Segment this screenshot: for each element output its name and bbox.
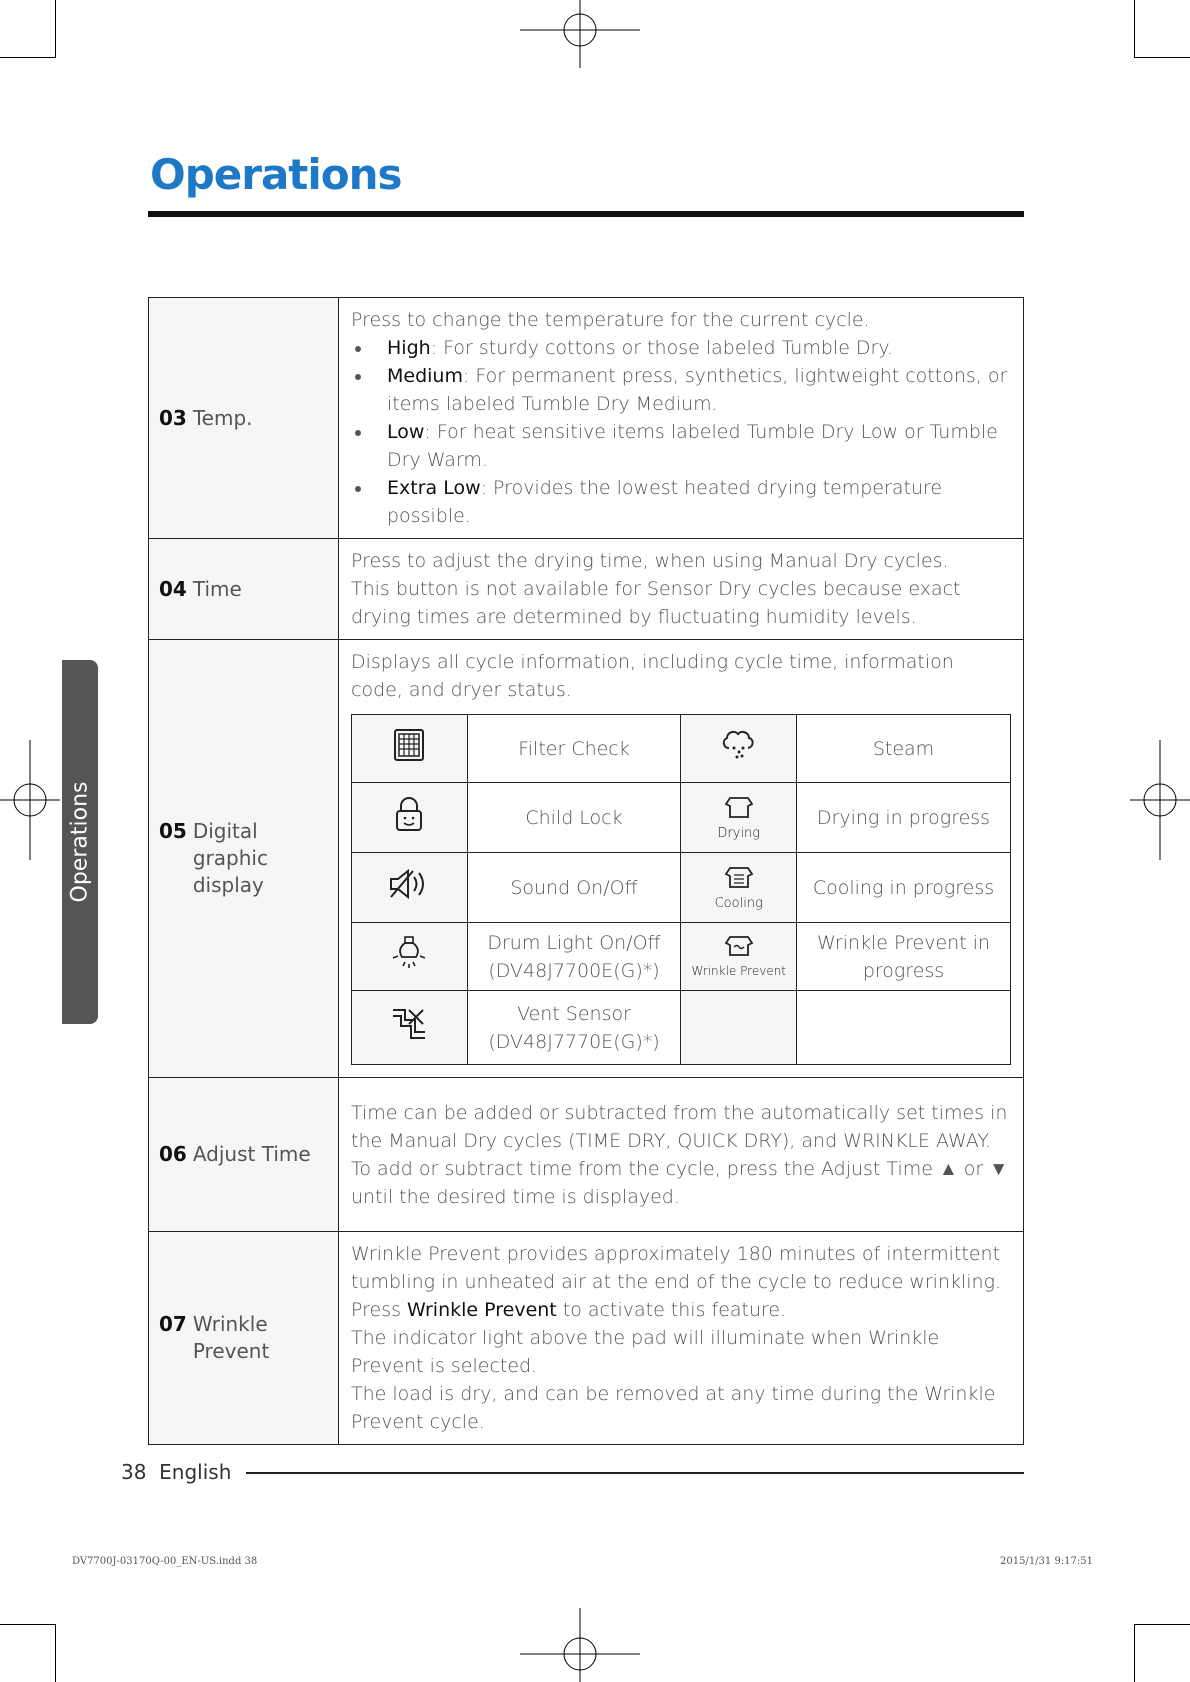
table-row	[149, 539, 1024, 640]
row-description	[339, 539, 1024, 640]
row-line: This button is not available for Sensor Dry cycles because exact drying times are determined by fluctuating humidity levels.	[351, 578, 961, 628]
table-row	[352, 923, 1011, 991]
registration-mark-left	[0, 740, 60, 860]
row-label-text: Adjust Time	[192, 1142, 311, 1166]
row-line: Press Wrinkle Prevent to activate this feature.	[351, 1299, 787, 1321]
row-label-text: Digital graphic display	[192, 819, 268, 897]
table-row	[149, 640, 1024, 1078]
crop-mark	[0, 57, 56, 58]
crop-mark	[1134, 1624, 1190, 1625]
page-footer	[121, 1460, 231, 1484]
sound-icon	[387, 867, 431, 901]
row-line: Wrinkle Prevent provides approximately 180 minutes of intermittent tumbling in unheated air at the end of the cycle to reduce wrinkling.	[351, 1243, 1002, 1293]
icon-cell	[352, 853, 468, 923]
table-row	[352, 783, 1011, 853]
row-number: 04	[159, 576, 187, 601]
icon-cell	[681, 783, 797, 853]
registration-mark-bottom	[520, 1608, 640, 1682]
drum-light-icon	[389, 934, 429, 972]
model-number: (DV48J7700E(G)*)	[488, 959, 660, 982]
display-icons-grid	[351, 714, 1011, 1065]
icon-name: Sound On/Off	[467, 853, 681, 923]
registration-mark-top	[520, 0, 640, 70]
icon-name: Steam	[797, 715, 1011, 783]
row-label-text: Wrinkle Prevent	[192, 1312, 270, 1363]
crop-mark	[1134, 57, 1190, 58]
row-label	[149, 1232, 339, 1445]
list-item: • High: For sturdy cottons or those labeled Tumble Dry.	[373, 334, 1011, 362]
row-description	[339, 1078, 1024, 1232]
row-label	[149, 640, 339, 1078]
table-row	[352, 991, 1011, 1065]
row-line: The indicator light above the pad will illuminate when Wrinkle Prevent is selected.	[351, 1327, 940, 1377]
table-row	[149, 1078, 1024, 1232]
page-title: Operations	[150, 150, 402, 199]
table-row	[149, 298, 1024, 539]
icon-name: Drum Light On/Off	[487, 931, 661, 954]
icon-name: Filter Check	[467, 715, 681, 783]
row-line: To add or subtract time from the cycle, press the Adjust Time ▲ or ▼ until the desired time is displayed.	[351, 1157, 1009, 1208]
row-description	[339, 1232, 1024, 1445]
crop-mark	[1134, 0, 1135, 58]
icon-name-cell	[467, 923, 681, 991]
row-label	[149, 539, 339, 640]
table-row	[352, 853, 1011, 923]
list-item: • Low: For heat sensitive items labeled Tumble Dry Low or Tumble Dry Warm.	[373, 418, 1011, 474]
row-label-text: Temp.	[192, 405, 253, 430]
row-line: The load is dry, and can be removed at any time during the Wrinkle Prevent cycle.	[351, 1383, 996, 1433]
child-lock-icon	[392, 795, 426, 833]
row-label	[149, 1078, 339, 1232]
icon-name: Drying in progress	[797, 783, 1011, 853]
page-number: 38	[121, 1460, 147, 1484]
row-intro: Displays all cycle information, including cycle time, information code, and dryer status.	[351, 651, 954, 701]
icon-name-empty	[797, 991, 1011, 1065]
model-number: (DV48J7770E(G)*)	[488, 1030, 660, 1053]
row-number: 06	[159, 1142, 187, 1166]
icon-name: Cooling in progress	[797, 853, 1011, 923]
row-label	[149, 298, 339, 539]
icon-cell	[681, 715, 797, 783]
icon-cell	[352, 923, 468, 991]
title-rule	[148, 211, 1024, 217]
row-description	[339, 640, 1024, 1078]
drying-icon	[724, 795, 754, 819]
crop-mark	[55, 1624, 56, 1682]
bullet-list	[351, 334, 1011, 530]
section-side-tab	[62, 660, 98, 1024]
icon-caption: Drying	[717, 825, 761, 841]
list-item: • Medium: For permanent press, synthetics, lightweight cottons, or items labeled Tumble Dry Medium.	[373, 362, 1011, 418]
icon-cell	[681, 853, 797, 923]
list-item: • Extra Low: Provides the lowest heated drying temperature possible.	[373, 474, 1011, 530]
row-description	[339, 298, 1024, 539]
icon-cell	[352, 715, 468, 783]
footer-rule	[246, 1472, 1024, 1474]
operations-table	[148, 297, 1024, 1445]
crop-mark	[55, 0, 56, 58]
print-file-name: DV7700J-03170Q-00_EN-US.indd 38	[72, 1556, 258, 1567]
icon-name: Wrinkle Prevent in progress	[797, 923, 1011, 991]
crop-mark	[0, 1624, 56, 1625]
table-row	[352, 715, 1011, 783]
row-line: Press to adjust the drying time, when using Manual Dry cycles.	[351, 550, 949, 572]
row-intro: Press to change the temperature for the current cycle.	[351, 309, 870, 331]
crop-mark	[1134, 1624, 1135, 1682]
icon-name: Child Lock	[467, 783, 681, 853]
registration-mark-right	[1130, 740, 1190, 860]
side-tab-label: Operations	[67, 781, 93, 903]
row-label-text: Time	[192, 576, 242, 601]
icon-cell	[681, 923, 797, 991]
icon-cell-empty	[681, 991, 797, 1065]
icon-name: Vent Sensor	[517, 1002, 631, 1025]
filter-check-icon	[390, 726, 428, 764]
page-language: English	[159, 1460, 232, 1484]
row-number: 03	[159, 405, 187, 430]
icon-name-cell	[467, 991, 681, 1065]
steam-icon	[719, 726, 759, 764]
row-number: 05	[159, 819, 187, 843]
icon-caption: Wrinkle Prevent	[691, 964, 787, 978]
vent-sensor-icon	[389, 1004, 429, 1044]
print-timestamp: 2015/1/31 9:17:51	[1000, 1556, 1094, 1567]
cooling-icon	[724, 865, 754, 889]
row-line: Time can be added or subtracted from the automatically set times in the Manual Dry cycles (TIME DRY, QUICK DRY), and WRINKLE AWAY.	[351, 1101, 1008, 1152]
row-number: 07	[159, 1312, 187, 1336]
icon-cell	[352, 991, 468, 1065]
table-row	[149, 1232, 1024, 1445]
icon-cell	[352, 783, 468, 853]
icon-caption: Cooling	[714, 895, 763, 911]
wrinkle-prevent-icon	[724, 935, 754, 957]
